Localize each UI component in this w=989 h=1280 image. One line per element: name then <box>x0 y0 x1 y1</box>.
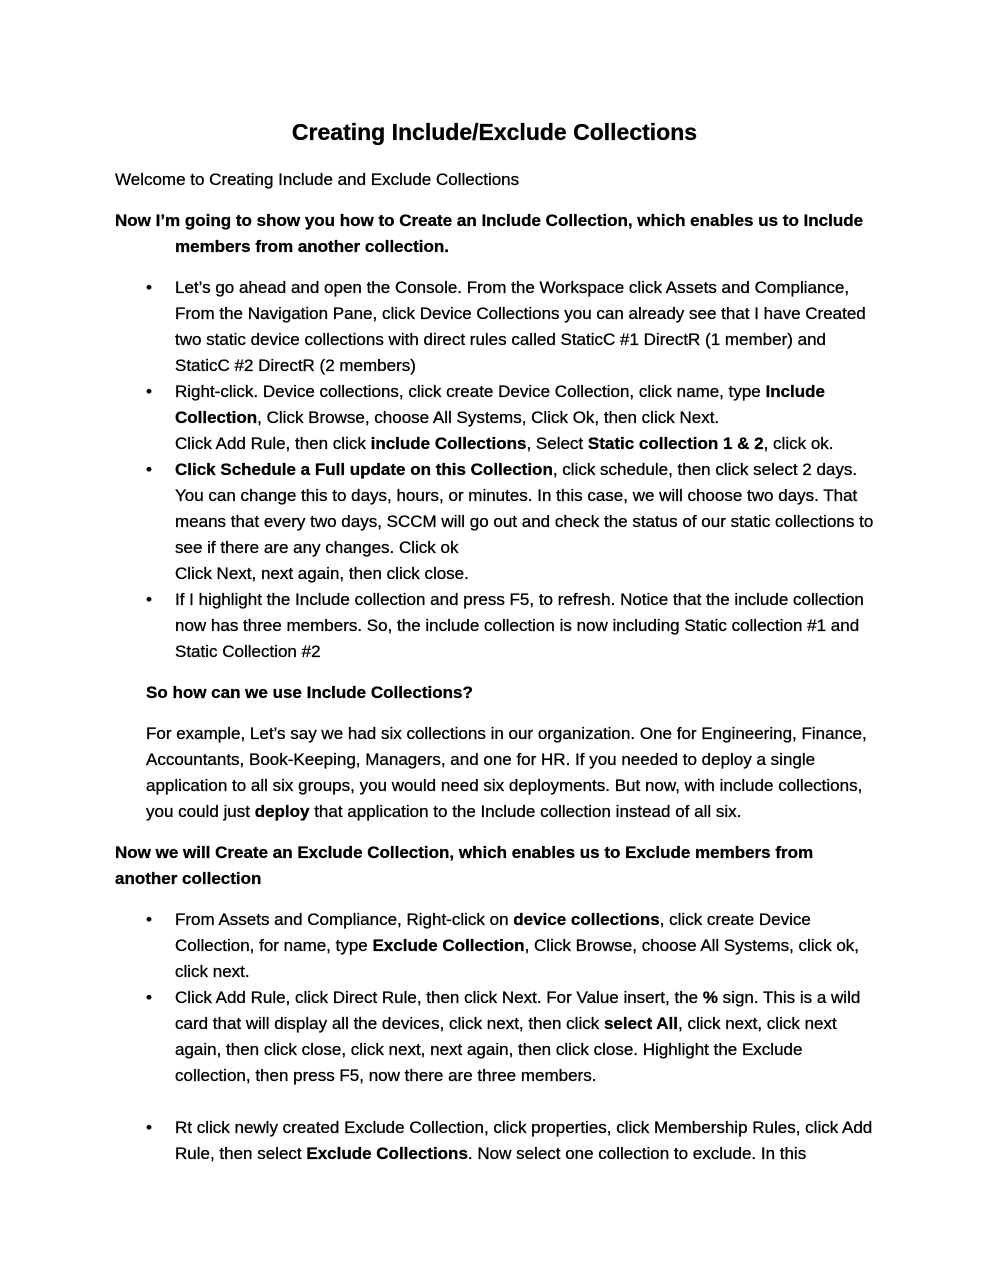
text-run-bold: select All <box>603 1014 678 1033</box>
bullet-item <box>115 457 874 587</box>
document-body <box>115 167 874 1167</box>
text-run: that application to the Include collection instead of all six. <box>309 802 742 821</box>
bullet-item <box>115 379 874 457</box>
text-run: Let’s go ahead and open the Console. From the Workspace click Assets and Compliance, From the Navigation Pane, click Device Collections you can already see that I have Created two static device collections with direct rules called StaticC #1 DirectR (1 member) and StaticC #2 DirectR (2 members) <box>175 278 866 375</box>
text-run: If I highlight the Include collection and press F5, to refresh. Notice that the include collection now has three members. So, the include collection is now including Static collection #1 and Static Collection #2 <box>175 590 864 661</box>
bullet-item <box>115 1115 874 1167</box>
text-run: Click Add Rule, then click <box>175 434 371 453</box>
text-run-bold: Click Schedule a Full update on this Collection <box>175 460 553 479</box>
bullet-marker: • <box>146 590 152 609</box>
text-run-bold: deploy <box>254 802 310 821</box>
text-run: For example, Let’s say we had six collections in our organization. One for Engineering, Finance, Accountants, Book-Keeping, Managers, and one for HR. If you needed to deploy a single application to all six groups, you would need six deployments. But now, with include collections, you could just <box>146 724 867 821</box>
bullet-marker: • <box>146 460 152 479</box>
text-run: Right-click. Device collections, click create Device Collection, click name, type <box>175 382 766 401</box>
text-run: Click Add Rule, click Direct Rule, then click Next. For Value insert, the <box>175 988 703 1007</box>
bullet-marker: • <box>146 1118 152 1137</box>
text-run: , click next, click next again, then click close, click next, next again, then click close. Highlight the Exclude collection, then press F5, now there are three members. <box>175 1014 837 1085</box>
text-run-bold: device collections <box>513 910 660 929</box>
text-run-bold: Exclude Collection <box>372 936 525 955</box>
bullet-text <box>175 457 874 587</box>
bullet-list <box>115 275 874 665</box>
text-run: Rt click newly created Exclude Collection, click properties, click Membership Rules, click Add Rule, then select <box>175 1118 873 1163</box>
bullet-text <box>175 985 874 1089</box>
bullet-marker: • <box>146 382 152 401</box>
text-run-bold: Static collection 1 & 2 <box>587 434 764 453</box>
text-run: , Select <box>526 434 588 453</box>
bullet-item <box>115 587 874 665</box>
text-run: , click schedule, then click select 2 days. You can change this to days, hours, or minutes. In this case, we will choose two days. That means that every two days, SCCM will go out and check the status of our static collections to see if there are any changes. Click ok <box>175 460 874 557</box>
paragraph <box>146 721 874 825</box>
text-run: . Now select one collection to exclude. In this <box>467 1144 807 1163</box>
text-run: , Click Browse, choose All Systems, click ok, click next. <box>175 936 860 981</box>
paragraph <box>115 208 874 260</box>
text-run-bold: % <box>702 988 718 1007</box>
bullet-item <box>115 275 874 379</box>
text-run-bold: Include Collection <box>175 382 825 427</box>
bullet-text <box>175 1115 874 1167</box>
bullet-text <box>175 587 874 665</box>
text-run: sign. This is a wild card that will display all the devices, click next, then click <box>175 988 861 1033</box>
bullet-item <box>115 907 874 985</box>
text-run-bold: So how can we use Include Collections? <box>146 683 473 702</box>
bullet-marker: • <box>146 988 152 1007</box>
text-run: , click ok. <box>763 434 834 453</box>
text-run: , Click Browse, choose All Systems, Click Ok, then click Next. <box>257 408 720 427</box>
bullet-marker: • <box>146 910 152 929</box>
text-run-bold: Now I’m going to show you how to Create an Include Collection, which enables us to Include members from another collection. <box>115 211 864 256</box>
text-run-bold: Now we will Create an Exclude Collection, which enables us to Exclude members from another collection <box>115 843 814 888</box>
bullet-text <box>175 379 874 457</box>
bullet-item <box>115 985 874 1089</box>
text-run: From Assets and Compliance, Right-click on <box>175 910 514 929</box>
text-run-bold: include Collections <box>370 434 527 453</box>
paragraph <box>115 840 874 892</box>
bullet-text <box>175 907 874 985</box>
text-run: Welcome to Creating Include and Exclude Collections <box>115 170 520 189</box>
bullet-list <box>115 907 874 1167</box>
document-title: Creating Include/Exclude Collections <box>291 119 698 145</box>
paragraph <box>115 167 874 193</box>
text-run-bold: Exclude Collections <box>306 1144 468 1163</box>
text-run: , click create Device Collection, for name, type <box>175 910 811 955</box>
text-run: Click Next, next again, then click close. <box>175 564 469 583</box>
section-heading <box>146 680 874 706</box>
bullet-marker: • <box>146 278 152 297</box>
bullet-text <box>175 275 874 379</box>
